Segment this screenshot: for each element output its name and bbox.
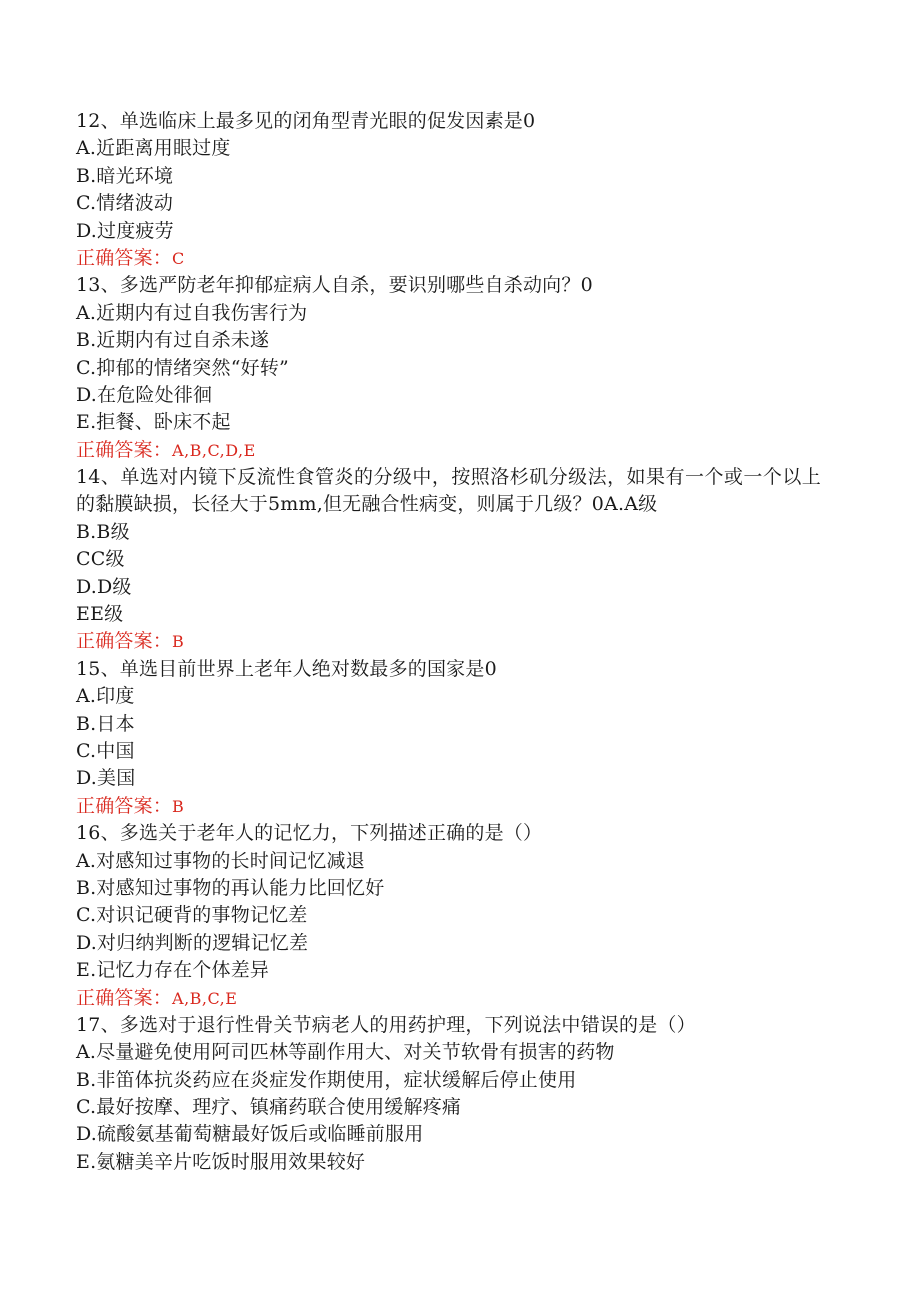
question-15 — [76, 656, 821, 820]
answer-label: 正确答案： — [76, 794, 173, 817]
option-d: D.在危险处徘徊 — [76, 383, 213, 406]
option-a: A.尽量避免使用阿司匹林等副作用大、对关节软骨有损害的药物 — [76, 1041, 615, 1064]
answer-label: 正确答案： — [76, 438, 173, 461]
answer-label: 正确答案： — [76, 630, 173, 653]
option-e: E.拒餐、卧床不起 — [76, 411, 231, 434]
option-e: E.氨糖美辛片吃饭时服用效果较好 — [76, 1150, 366, 1173]
option-a: A.对感知过事物的长时间记忆减退 — [76, 849, 365, 872]
question-title: 15、单选目前世界上老年人绝对数最多的国家是0 — [76, 657, 497, 680]
option-d: D.对归纳判断的逻辑记忆差 — [76, 931, 309, 954]
question-17 — [76, 1012, 821, 1176]
question-14 — [76, 464, 821, 656]
option-b: B.B级 — [76, 520, 130, 543]
option-b: B.对感知过事物的再认能力比回忆好 — [76, 876, 385, 899]
answer-line — [76, 793, 821, 820]
answer-line — [76, 245, 821, 272]
question-16 — [76, 820, 821, 1012]
option-b: B.非笛体抗炎药应在炎症发作期使用，症状缓解后停止使用 — [76, 1068, 577, 1091]
option-a: A.近期内有过自我伤害行为 — [76, 301, 308, 324]
option-b: B.近期内有过自杀未遂 — [76, 329, 270, 352]
question-12 — [76, 108, 821, 272]
question-title: 17、多选对于退行性骨关节病老人的用药护理，下列说法中错误的是（） — [76, 1013, 696, 1036]
option-b: B.日本 — [76, 712, 135, 735]
option-d: D.硫酸氨基葡萄糖最好饭后或临睡前服用 — [76, 1123, 424, 1146]
answer-line — [76, 437, 821, 464]
question-title: 16、多选关于老年人的记忆力，下列描述正确的是（） — [76, 822, 543, 845]
answer-value: B — [172, 632, 185, 652]
option-c: C.抑郁的情绪突然“好转” — [76, 356, 289, 379]
answer-line — [76, 985, 821, 1012]
option-d: D.D级 — [76, 575, 132, 598]
option-c: C.中国 — [76, 740, 135, 763]
question-13 — [76, 272, 821, 464]
answer-value: A,B,C,E — [172, 988, 238, 1008]
option-b: B.暗光环境 — [76, 164, 174, 187]
option-a: A.近距离用眼过度 — [76, 137, 231, 160]
option-c: CC级 — [76, 548, 125, 571]
option-d: D.美国 — [76, 767, 136, 790]
option-a: A.印度 — [76, 685, 135, 708]
question-title: 12、单选临床上最多见的闭角型青光眼的促发因素是0 — [76, 110, 536, 132]
answer-line — [76, 628, 821, 655]
answer-label: 正确答案： — [76, 986, 173, 1009]
option-e: EE级 — [76, 603, 124, 626]
option-c: C.对识记硬背的事物记忆差 — [76, 904, 308, 927]
answer-value: C — [172, 248, 185, 268]
answer-value: B — [172, 796, 185, 816]
answer-label: 正确答案： — [76, 246, 173, 269]
question-title: 14、单选对内镜下反流性食管炎的分级中，按照洛杉矶分级法，如果有一个或一个以上的黏膜缺损，长径大于5mm,但无融合性病变，则属于几级？0A.A级 — [76, 466, 821, 516]
option-c: C.情绪波动 — [76, 192, 174, 215]
option-e: E.记忆力存在个体差异 — [76, 959, 270, 982]
option-d: D.过度疲劳 — [76, 219, 174, 242]
document-body — [76, 108, 821, 1176]
question-title: 13、多选严防老年抑郁症病人自杀，要识别哪些自杀动向？0 — [76, 274, 593, 297]
option-c: C.最好按摩、理疗、镇痛药联合使用缓解疼痛 — [76, 1096, 462, 1119]
answer-value: A,B,C,D,E — [172, 440, 256, 460]
